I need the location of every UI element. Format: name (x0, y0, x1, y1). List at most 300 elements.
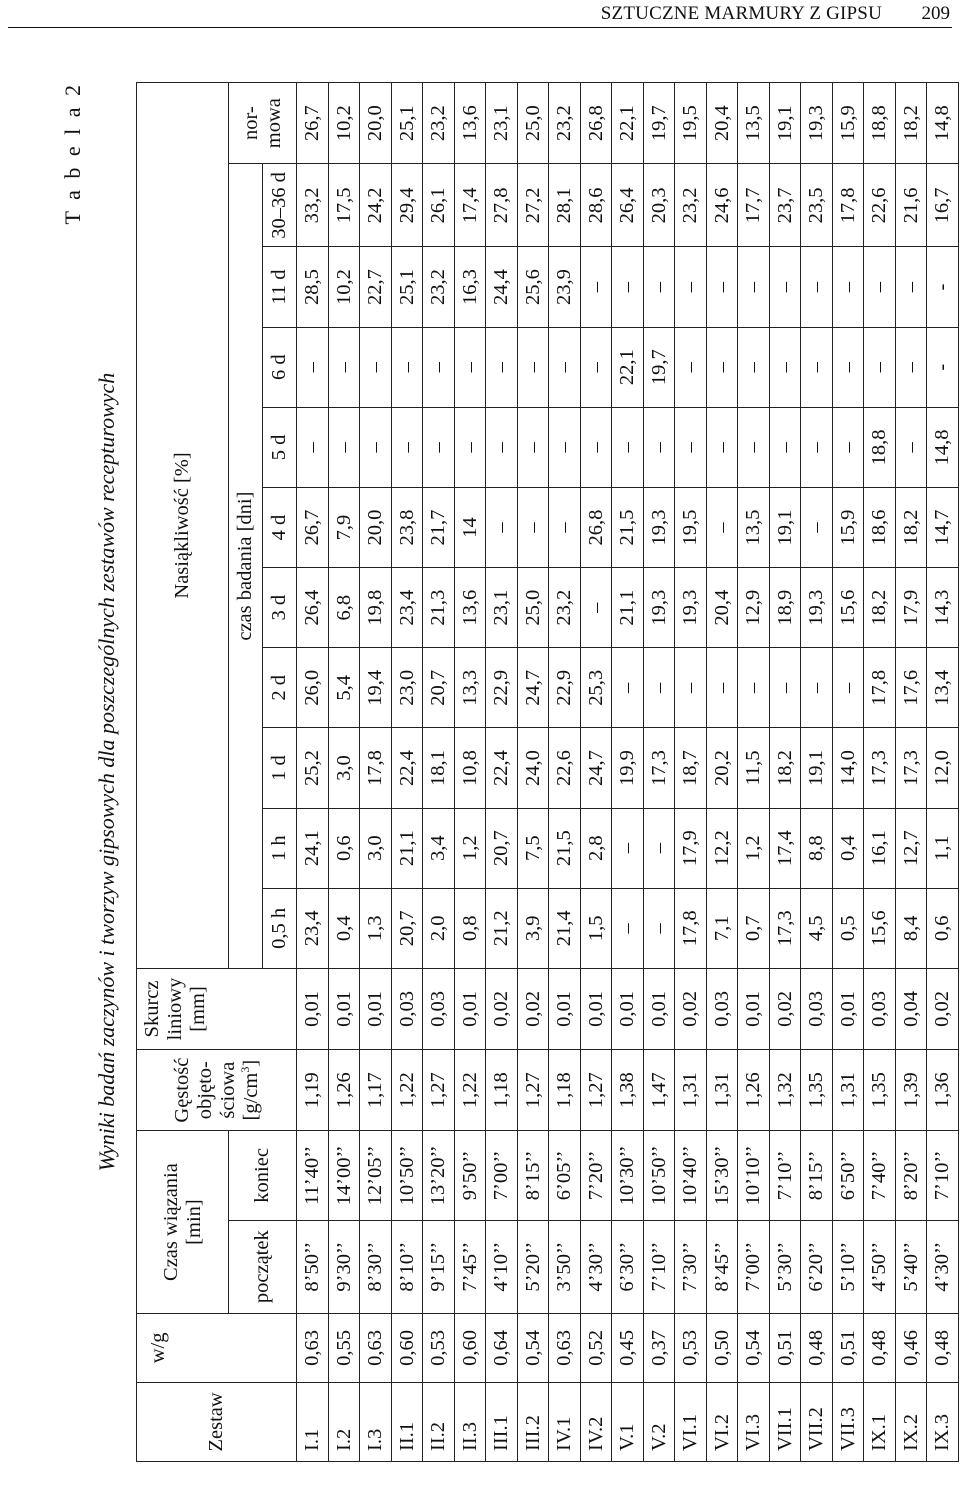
table-cell: 4’30’’ (580, 1220, 612, 1313)
header-interval: 6 d (263, 327, 297, 407)
table-cell: 0,01 (549, 968, 581, 1049)
table-cell: 0,01 (612, 968, 644, 1049)
table-cell: – (391, 327, 423, 407)
table-cell: 13,6 (454, 568, 486, 648)
table-cell: 0,4 (328, 888, 360, 968)
table-cell: 17,7 (738, 164, 770, 247)
table-cell: – (769, 247, 801, 327)
table-cell: 19,5 (675, 487, 707, 567)
table-cell: 1,2 (738, 808, 770, 888)
table-cell: - (927, 327, 959, 407)
table-cell: – (643, 888, 675, 968)
table-cell: 0,51 (769, 1313, 801, 1382)
table-cell: 1,22 (391, 1050, 423, 1131)
table-cell: 21,3 (423, 568, 455, 648)
table-cell: 6,8 (328, 568, 360, 648)
table-cell: – (549, 327, 581, 407)
table-cell: 4’50’’ (864, 1220, 896, 1313)
table-cell: 0,5 (832, 888, 864, 968)
table-cell: 7’40’’ (864, 1131, 896, 1220)
table-cell: – (454, 407, 486, 487)
table-cell: 23,8 (391, 487, 423, 567)
table-cell: 1,18 (549, 1050, 581, 1131)
table-cell: 16,1 (864, 808, 896, 888)
table-cell: 22,4 (486, 728, 518, 808)
table-cell: 7’10’’ (769, 1131, 801, 1220)
table-cell: 18,2 (769, 728, 801, 808)
table-row (612, 83, 644, 1462)
table-cell: 6’50’’ (832, 1131, 864, 1220)
table-cell: 0,4 (832, 808, 864, 888)
table-cell: 0,53 (675, 1313, 707, 1382)
table-label: T a b e l a 2 (60, 82, 85, 225)
table-cell: 26,8 (580, 83, 612, 164)
table-cell: – (643, 648, 675, 728)
table-cell: 21,6 (895, 164, 927, 247)
table-cell: 21,2 (486, 888, 518, 968)
header-nasiakliwosc: Nasiąkliwość [%] (137, 83, 229, 969)
table-cell: – (612, 648, 644, 728)
table-cell: 20,0 (360, 83, 392, 164)
table-cell: 27,2 (517, 164, 549, 247)
table-cell: 15,6 (864, 888, 896, 968)
table-cell: 0,02 (675, 968, 707, 1049)
table-cell: 0,63 (297, 1313, 329, 1382)
table-cell: 14’00’’ (328, 1131, 360, 1220)
table-cell: 9’30’’ (328, 1220, 360, 1313)
table-cell: 26,0 (297, 648, 329, 728)
table-cell: 10,2 (328, 247, 360, 327)
table-cell: – (864, 247, 896, 327)
table-cell: 26,8 (580, 487, 612, 567)
table-cell: 0,02 (769, 968, 801, 1049)
table-cell: – (612, 407, 644, 487)
table-cell: 0,03 (864, 968, 896, 1049)
table-cell: 26,4 (297, 568, 329, 648)
table-cell: 18,2 (864, 568, 896, 648)
table-cell: – (801, 407, 833, 487)
table-cell: 20,4 (706, 568, 738, 648)
row-label: IX.3 (927, 1382, 959, 1461)
table-cell: 14,8 (927, 407, 959, 487)
table-cell: 19,1 (769, 83, 801, 164)
table-cell: 0,53 (423, 1313, 455, 1382)
table-cell: 13,6 (454, 83, 486, 164)
row-label: V.2 (643, 1382, 675, 1461)
table-cell: 8’50’’ (297, 1220, 329, 1313)
table-cell: 23,4 (297, 888, 329, 968)
table-cell: 1,32 (769, 1050, 801, 1131)
table-cell: 5’20’’ (517, 1220, 549, 1313)
header-zestaw: Zestaw (137, 1382, 297, 1461)
table-cell: – (297, 327, 329, 407)
row-label: IX.1 (864, 1382, 896, 1461)
table-cell: – (549, 487, 581, 567)
table-cell: 20,3 (643, 164, 675, 247)
header-gestosc-unit (237, 1050, 263, 1130)
table-cell: 1,38 (612, 1050, 644, 1131)
table-cell: 23,2 (423, 83, 455, 164)
table-cell: 19,3 (801, 83, 833, 164)
table-cell: 23,0 (391, 648, 423, 728)
table-cell: 13,5 (738, 487, 770, 567)
table-cell: 0,48 (801, 1313, 833, 1382)
header-interval: 3 d (263, 568, 297, 648)
table-cell: 0,50 (706, 1313, 738, 1382)
header-normowa-line1: nor- (239, 106, 262, 141)
row-label: II.2 (423, 1382, 455, 1461)
table-cell: – (738, 247, 770, 327)
table-cell: 26,7 (297, 487, 329, 567)
table-cell: – (423, 407, 455, 487)
table-cell: 23,7 (769, 164, 801, 247)
table-cell: 6’05’’ (549, 1131, 581, 1220)
table-cell: – (517, 407, 549, 487)
table-cell: 8’20’’ (895, 1131, 927, 1220)
table-row (423, 83, 455, 1462)
table-cell: – (706, 648, 738, 728)
table-cell: 22,1 (612, 83, 644, 164)
table-cell: 27,8 (486, 164, 518, 247)
table-cell: – (486, 407, 518, 487)
header-gestosc-line3: ściowa (216, 1061, 239, 1119)
table-cell: 12,7 (895, 808, 927, 888)
table-cell: 1,19 (297, 1050, 329, 1131)
row-label: I.1 (297, 1382, 329, 1461)
table-cell: – (486, 487, 518, 567)
table-cell: – (423, 327, 455, 407)
table-cell: 10’50’’ (643, 1131, 675, 1220)
table-cell: – (675, 327, 707, 407)
table-cell: 4’10’’ (486, 1220, 518, 1313)
table-cell: 21,5 (549, 808, 581, 888)
table-cell: 1,5 (580, 888, 612, 968)
table-cell: 1,27 (423, 1050, 455, 1131)
table-cell: 0,02 (486, 968, 518, 1049)
table-cell: 7’45’’ (454, 1220, 486, 1313)
table-cell: – (643, 808, 675, 888)
table-cell: – (675, 648, 707, 728)
table-cell: 0,03 (423, 968, 455, 1049)
table-cell: – (612, 247, 644, 327)
table-cell: 6’20’’ (801, 1220, 833, 1313)
table-row (738, 83, 770, 1462)
table-cell: 9’50’’ (454, 1131, 486, 1220)
table-cell: 10’10’’ (738, 1131, 770, 1220)
table-cell: – (706, 407, 738, 487)
table-cell: 17,6 (895, 648, 927, 728)
table-cell: – (612, 808, 644, 888)
table-cell: 18,2 (895, 487, 927, 567)
table-cell: 21,7 (423, 487, 455, 567)
header-gestosc-line2: objęto- (193, 1061, 216, 1120)
table-cell: 1,31 (706, 1050, 738, 1131)
table-row (801, 83, 833, 1462)
table-row (927, 83, 959, 1462)
table-cell: 25,0 (517, 83, 549, 164)
table-cell: 5,4 (328, 648, 360, 728)
table-cell: 17,9 (895, 568, 927, 648)
table-cell: 23,1 (486, 83, 518, 164)
table-cell: 23,2 (549, 568, 581, 648)
table-cell: 24,7 (517, 648, 549, 728)
rotated-table-page (60, 82, 954, 1462)
row-label: VII.3 (832, 1382, 864, 1461)
table-cell: 1,1 (927, 808, 959, 888)
table-cell: – (801, 327, 833, 407)
table-cell: 0,48 (864, 1313, 896, 1382)
table-cell: 7’10’’ (643, 1220, 675, 1313)
header-interval: 5 d (263, 407, 297, 487)
table-cell: – (328, 407, 360, 487)
table-cell: 1,39 (895, 1050, 927, 1131)
table-row (328, 83, 360, 1462)
table-cell: 2,8 (580, 808, 612, 888)
table-cell: 0,02 (927, 968, 959, 1049)
table-cell: 19,3 (675, 568, 707, 648)
header-gestosc-line1: Gęstość (170, 1057, 193, 1123)
row-label: III.2 (517, 1382, 549, 1461)
table-cell: – (706, 487, 738, 567)
table-cell: 20,4 (706, 83, 738, 164)
table-cell: 0,37 (643, 1313, 675, 1382)
table-cell: 14 (454, 487, 486, 567)
table-cell: 0,7 (738, 888, 770, 968)
table-row (517, 83, 549, 1462)
table-cell: – (675, 247, 707, 327)
table-cell: 19,1 (801, 728, 833, 808)
table-cell: 0,02 (517, 968, 549, 1049)
table-cell: 0,64 (486, 1313, 518, 1382)
table-cell: 24,0 (517, 728, 549, 808)
table-cell: – (517, 487, 549, 567)
table-cell: 14,0 (832, 728, 864, 808)
table-cell: 11,5 (738, 728, 770, 808)
table-cell: 7’20’’ (580, 1131, 612, 1220)
table-row (360, 83, 392, 1462)
table-cell: 24,4 (486, 247, 518, 327)
header-skurcz (137, 968, 297, 1049)
table-cell: 6’30’’ (612, 1220, 644, 1313)
header-czas-wiazania: Czas wiązania [min] (137, 1131, 229, 1314)
table-cell: 28,1 (549, 164, 581, 247)
table-cell: 4’30’’ (927, 1220, 959, 1313)
table-cell: – (801, 247, 833, 327)
table-cell: 0,04 (895, 968, 927, 1049)
table-cell: 19,4 (360, 648, 392, 728)
table-cell: 0,6 (927, 888, 959, 968)
table-cell: 13,4 (927, 648, 959, 728)
table-cell: 24,2 (360, 164, 392, 247)
header-gestosc-unit-sup: 3 (237, 1066, 252, 1073)
header-gestosc (137, 1050, 297, 1131)
table-cell: 25,3 (580, 648, 612, 728)
header-rule (8, 27, 952, 28)
table-cell: 0,6 (328, 808, 360, 888)
table-cell: 25,2 (297, 728, 329, 808)
table-cell: – (580, 247, 612, 327)
table-row (895, 83, 927, 1462)
table-cell: 24,6 (706, 164, 738, 247)
table-cell: 20,7 (423, 648, 455, 728)
table-cell: 10’50’’ (391, 1131, 423, 1220)
table-cell: 0,60 (391, 1313, 423, 1382)
table-cell: 17,5 (328, 164, 360, 247)
header-interval: 1 h (263, 808, 297, 888)
header-wg: w/g (137, 1313, 297, 1382)
table-cell: 22,9 (549, 648, 581, 728)
table-cell: 20,7 (391, 888, 423, 968)
table-cell: 3,4 (423, 808, 455, 888)
table-cell: 10,8 (454, 728, 486, 808)
table-cell: 26,4 (612, 164, 644, 247)
table-cell: – (360, 327, 392, 407)
table-cell: 15,6 (832, 568, 864, 648)
table-cell: – (864, 327, 896, 407)
table-cell: 19,3 (801, 568, 833, 648)
table-row (580, 83, 612, 1462)
row-label: VI.1 (675, 1382, 707, 1461)
table-cell: 11’40’’ (297, 1131, 329, 1220)
header-koniec: koniec (229, 1131, 297, 1220)
table-cell: – (769, 327, 801, 407)
table-cell: 25,6 (517, 247, 549, 327)
row-label: III.1 (486, 1382, 518, 1461)
table-cell: 18,8 (864, 83, 896, 164)
row-label: IV.1 (549, 1382, 581, 1461)
table-cell: 18,2 (895, 83, 927, 164)
table-cell: 0,55 (328, 1313, 360, 1382)
row-label: VI.2 (706, 1382, 738, 1461)
table-cell: – (391, 407, 423, 487)
header-poczatek: początek (229, 1220, 297, 1313)
table-cell: 20,2 (706, 728, 738, 808)
table-cell: 10’40’’ (675, 1131, 707, 1220)
table-cell: 7’00’’ (738, 1220, 770, 1313)
table-cell: 0,54 (517, 1313, 549, 1382)
table-cell: 15,9 (832, 487, 864, 567)
table-cell: 17,8 (360, 728, 392, 808)
table-cell: 1,47 (643, 1050, 675, 1131)
table-cell: – (895, 327, 927, 407)
table-cell: 7’10’’ (927, 1131, 959, 1220)
table-cell: 17,4 (454, 164, 486, 247)
row-label: V.1 (612, 1382, 644, 1461)
table-cell: – (643, 247, 675, 327)
table-cell: 17,9 (675, 808, 707, 888)
table-row (391, 83, 423, 1462)
table-cell: – (706, 247, 738, 327)
table-cell: 3’50’’ (549, 1220, 581, 1313)
header-gestosc-unit-close: ] (239, 1059, 262, 1067)
table-cell: 0,45 (612, 1313, 644, 1382)
table-cell: 1,27 (517, 1050, 549, 1131)
table-cell: 0,46 (895, 1313, 927, 1382)
table-cell: 7’30’’ (675, 1220, 707, 1313)
row-label: IV.2 (580, 1382, 612, 1461)
table-cell: 1,26 (328, 1050, 360, 1131)
table-cell: 0,8 (454, 888, 486, 968)
table-cell: 2,0 (423, 888, 455, 968)
header-gestosc-unit-text: [g/cm (239, 1072, 262, 1121)
table-row (864, 83, 896, 1462)
header-interval: 30–36 d (263, 164, 297, 247)
table-cell: – (454, 327, 486, 407)
table-cell: 28,6 (580, 164, 612, 247)
table-cell: 22,9 (486, 648, 518, 728)
table-cell: 19,5 (675, 83, 707, 164)
table-cell: 0,01 (454, 968, 486, 1049)
table-cell: 1,22 (454, 1050, 486, 1131)
table-cell: 12,0 (927, 728, 959, 808)
table-cell: 20,0 (360, 487, 392, 567)
table-cell: – (832, 247, 864, 327)
table-cell: 22,6 (549, 728, 581, 808)
table-cell: 8’15’’ (517, 1131, 549, 1220)
table-body (297, 83, 959, 1462)
table-row (486, 83, 518, 1462)
row-label: I.2 (328, 1382, 360, 1461)
table-cell: 12’05’’ (360, 1131, 392, 1220)
table-cell: – (832, 407, 864, 487)
table-cell: 1,3 (360, 888, 392, 968)
row-label: VII.2 (801, 1382, 833, 1461)
table-cell: 10’30’’ (612, 1131, 644, 1220)
table-cell: 0,03 (706, 968, 738, 1049)
header-normowa (229, 83, 297, 164)
table-cell: 0,63 (549, 1313, 581, 1382)
table-cell: 23,2 (423, 247, 455, 327)
table-cell: 17,3 (643, 728, 675, 808)
table-cell: 19,3 (643, 568, 675, 648)
table-cell: – (832, 327, 864, 407)
header-czas-badania: czas badania [dni] (229, 164, 263, 969)
table-cell: 17,3 (769, 888, 801, 968)
table-cell: – (675, 407, 707, 487)
table-cell: – (706, 327, 738, 407)
header-interval: 1 d (263, 728, 297, 808)
row-label: II.1 (391, 1382, 423, 1461)
table-cell: 8,8 (801, 808, 833, 888)
table-cell: 8’30’’ (360, 1220, 392, 1313)
table-cell: 18,7 (675, 728, 707, 808)
table-cell: 15,9 (832, 83, 864, 164)
table-cell: 0,01 (832, 968, 864, 1049)
table-cell: 14,8 (927, 83, 959, 164)
table-cell: 23,1 (486, 568, 518, 648)
table-cell: 23,9 (549, 247, 581, 327)
table-cell: 7’00’’ (486, 1131, 518, 1220)
header-skurcz-line2: liniowy (164, 977, 186, 1041)
table-cell: 16,3 (454, 247, 486, 327)
table-cell: 24,7 (580, 728, 612, 808)
table-cell: 1,36 (927, 1050, 959, 1131)
table-row (297, 83, 329, 1462)
table-cell: 19,1 (769, 487, 801, 567)
table-cell: 0,51 (832, 1313, 864, 1382)
table-cell: – (769, 648, 801, 728)
table-cell: 0,01 (297, 968, 329, 1049)
table-cell: 19,7 (643, 327, 675, 407)
table-caption: Wyniki badań zaczynów i tworzyw gipsowych dla poszczególnych zestawów recepturowych (94, 372, 119, 1172)
table-cell: 8’15’’ (801, 1131, 833, 1220)
table-row (643, 83, 675, 1462)
header-skurcz-line3: [mm] (187, 986, 209, 1032)
table-cell: 17,3 (864, 728, 896, 808)
table-cell: 8,4 (895, 888, 927, 968)
table-cell: 14,3 (927, 568, 959, 648)
row-label: VI.3 (738, 1382, 770, 1461)
